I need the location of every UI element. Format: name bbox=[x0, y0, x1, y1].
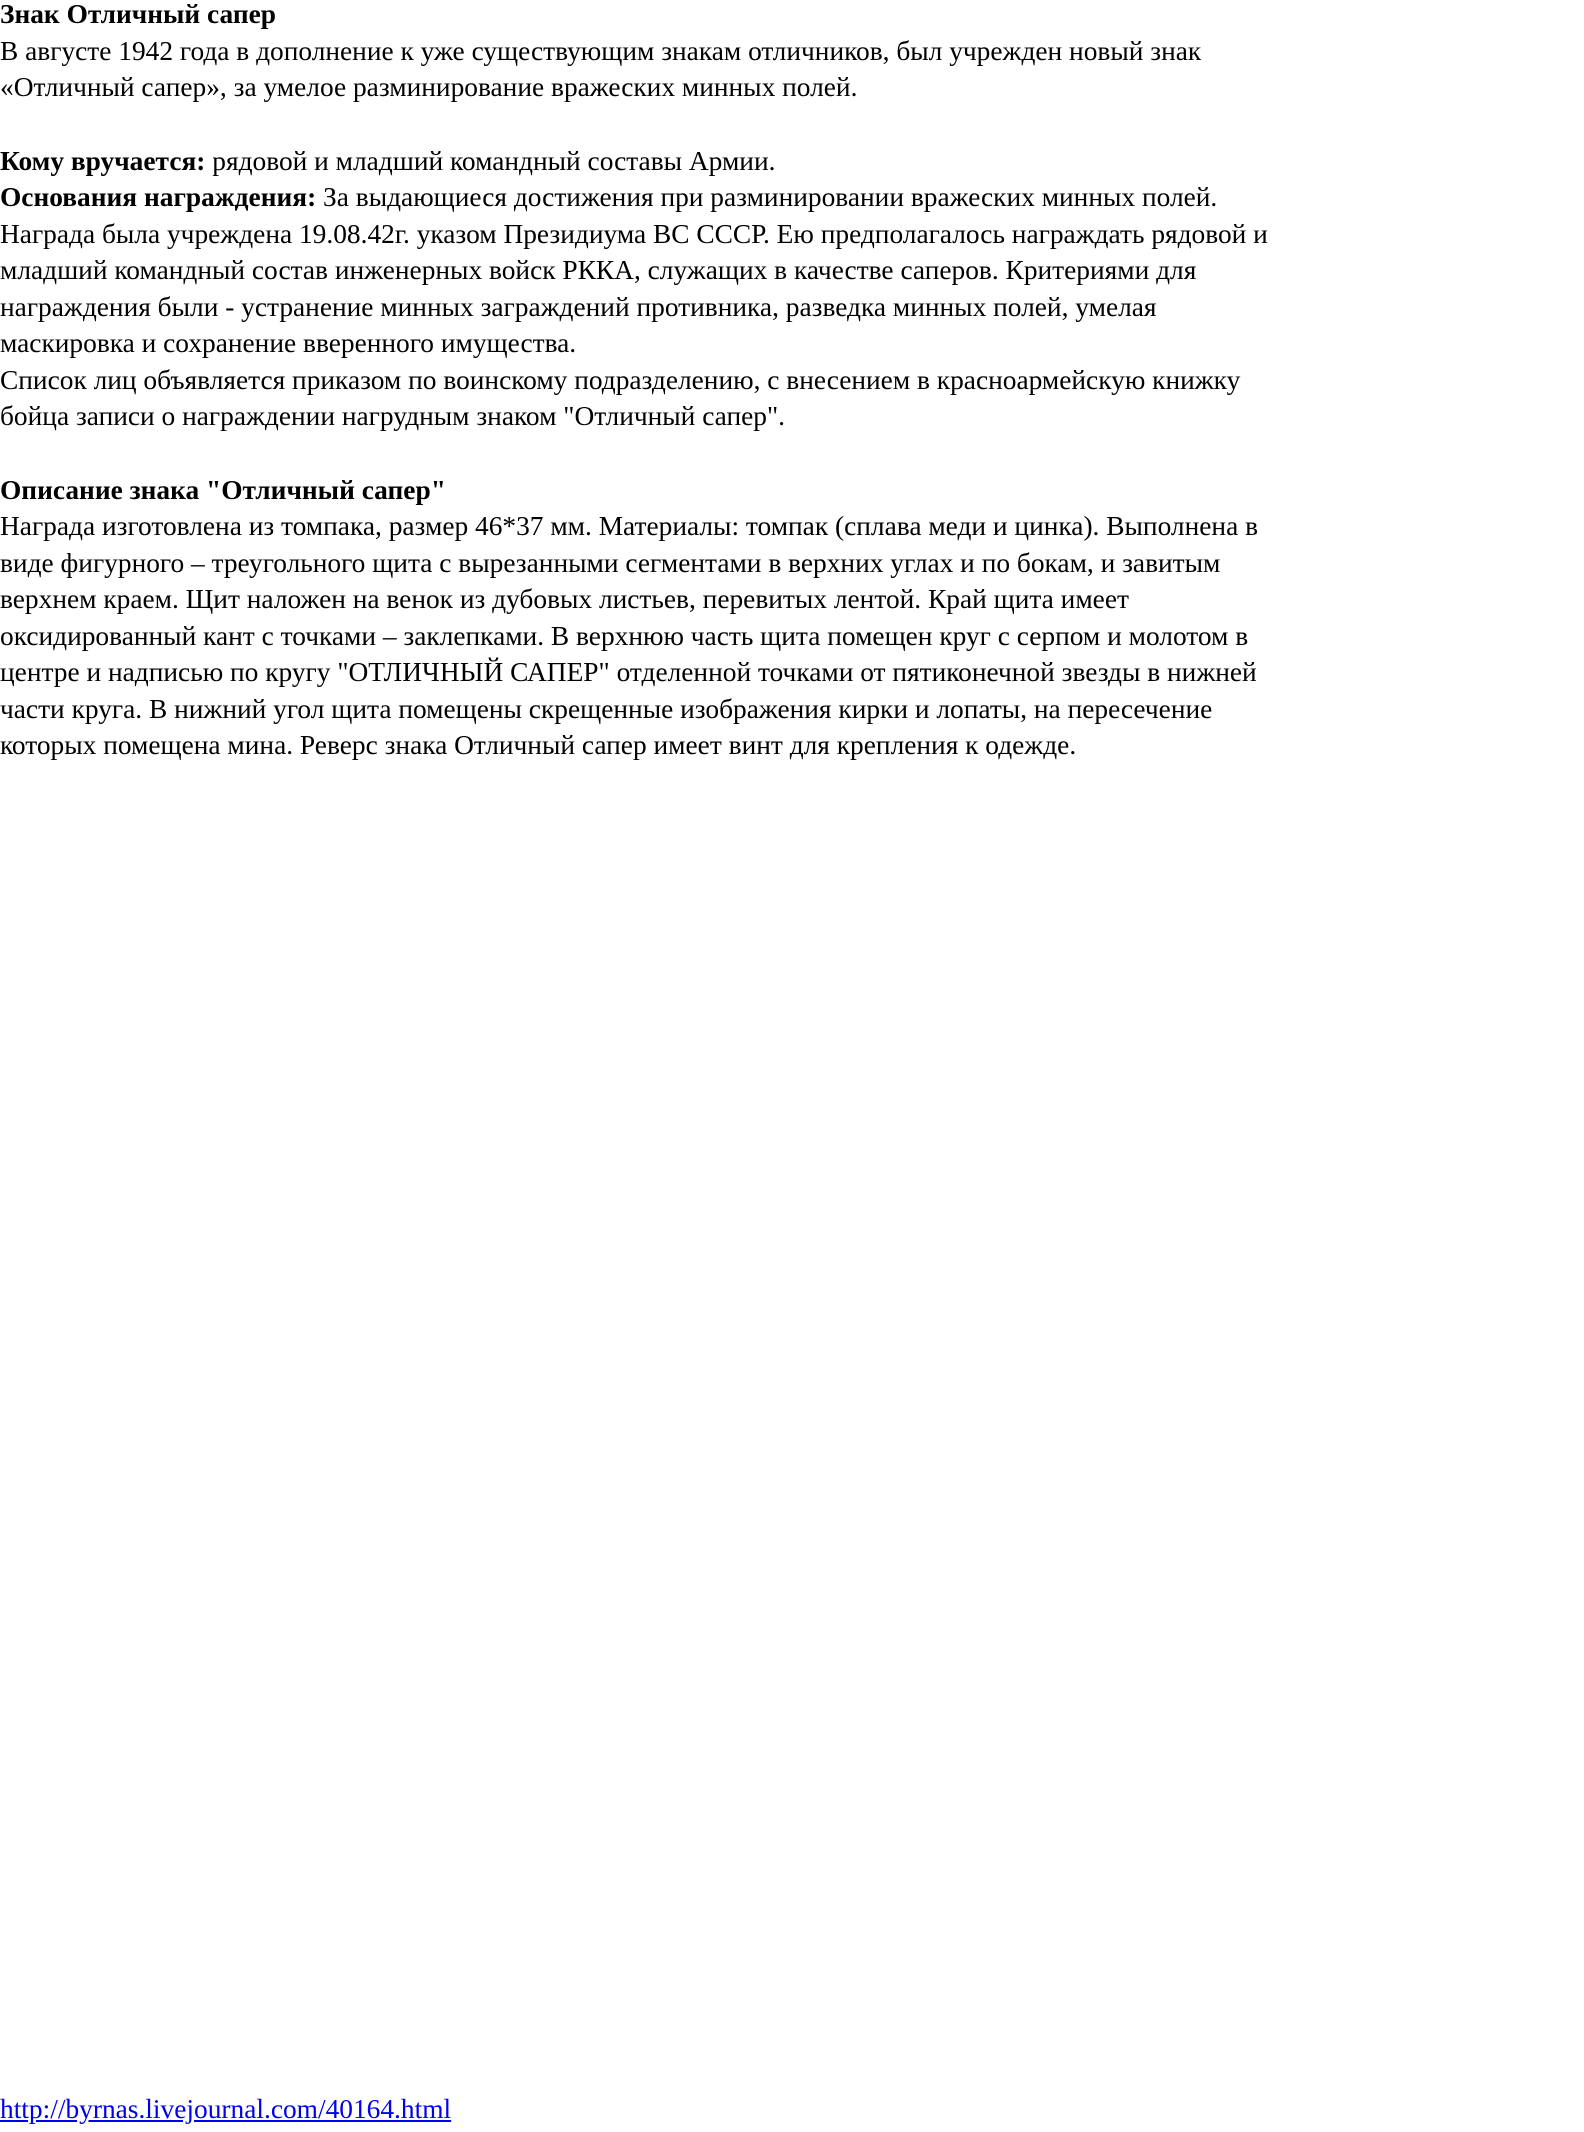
description-line: верхнем краем. Щит наложен на венок из дубовых листьев, перевитых лентой. Край щита имеет bbox=[0, 584, 1129, 614]
description-line: центре и надписью по кругу "ОТЛИЧНЫЙ САПЕР" отделенной точками от пятиконечной звезды в нижней bbox=[0, 657, 1257, 687]
description-line: Награда изготовлена из томпака, размер 46*37 мм. Материалы: томпак (сплава меди и цинка). Выполнена в bbox=[0, 511, 1259, 541]
intro-line: В августе 1942 года в дополнение к уже существующим знакам отличников, был учрежден новый знак bbox=[0, 35, 1202, 66]
spacer bbox=[0, 435, 1584, 472]
description-line: оксидированный кант с точками – заклепками. В верхнюю часть щита помещен круг с серпом и молотом в bbox=[0, 620, 1249, 651]
grounds-line bbox=[0, 179, 1584, 216]
body-line: Награда была учреждена 19.08.42г. указом Президиума ВС СССР. Ею предполагалось награждать рядовой и bbox=[0, 218, 1268, 249]
awarded-to-line bbox=[0, 143, 1584, 180]
spacer bbox=[0, 106, 1584, 143]
body-line: бойца записи о награждении нагрудным знаком "Отличный сапер". bbox=[0, 401, 786, 431]
description-line: которых помещена мина. Реверс знака Отличный сапер имеет винт для крепления к одежде. bbox=[0, 730, 1077, 760]
description-line: части круга. В нижний угол щита помещены скрещенные изображения кирки и лопаты, на пересечение bbox=[0, 693, 1213, 724]
body-line: маскировка и сохранение вверенного имущества. bbox=[0, 328, 577, 358]
description-line: виде фигурного – треугольного щита с вырезанными сегментами в верхних углах и по бокам, и завитым bbox=[0, 547, 1221, 578]
awarded-to-label: Кому вручается: bbox=[0, 145, 206, 176]
intro-line: «Отличный сапер», за умелое разминирование вражеских минных полей. bbox=[0, 72, 858, 102]
source-link[interactable]: http://byrnas.livejournal.com/40164.html bbox=[0, 2094, 452, 2124]
body-line: Список лиц объявляется приказом по воинскому подразделению, с внесением в красноармейскую книжку bbox=[0, 364, 1241, 395]
body-line: награждения были - устранение минных заграждений противника, разведка минных полей, умелая bbox=[0, 291, 1157, 322]
body-line: младший командный состав инженерных войск РККА, служащих в качестве саперов. Критериями для bbox=[0, 255, 1197, 285]
document-page bbox=[0, 0, 1584, 764]
document-title: Знак Отличный сапер bbox=[0, 0, 277, 29]
description-heading: Описание знака "Отличный сапер" bbox=[0, 474, 446, 505]
grounds-label: Основания награждения: bbox=[0, 182, 317, 212]
grounds-text: За выдающиеся достижения при разминировании вражеских минных полей. bbox=[316, 182, 1218, 212]
awarded-to-text: рядовой и младший командный составы Армии. bbox=[205, 145, 776, 176]
